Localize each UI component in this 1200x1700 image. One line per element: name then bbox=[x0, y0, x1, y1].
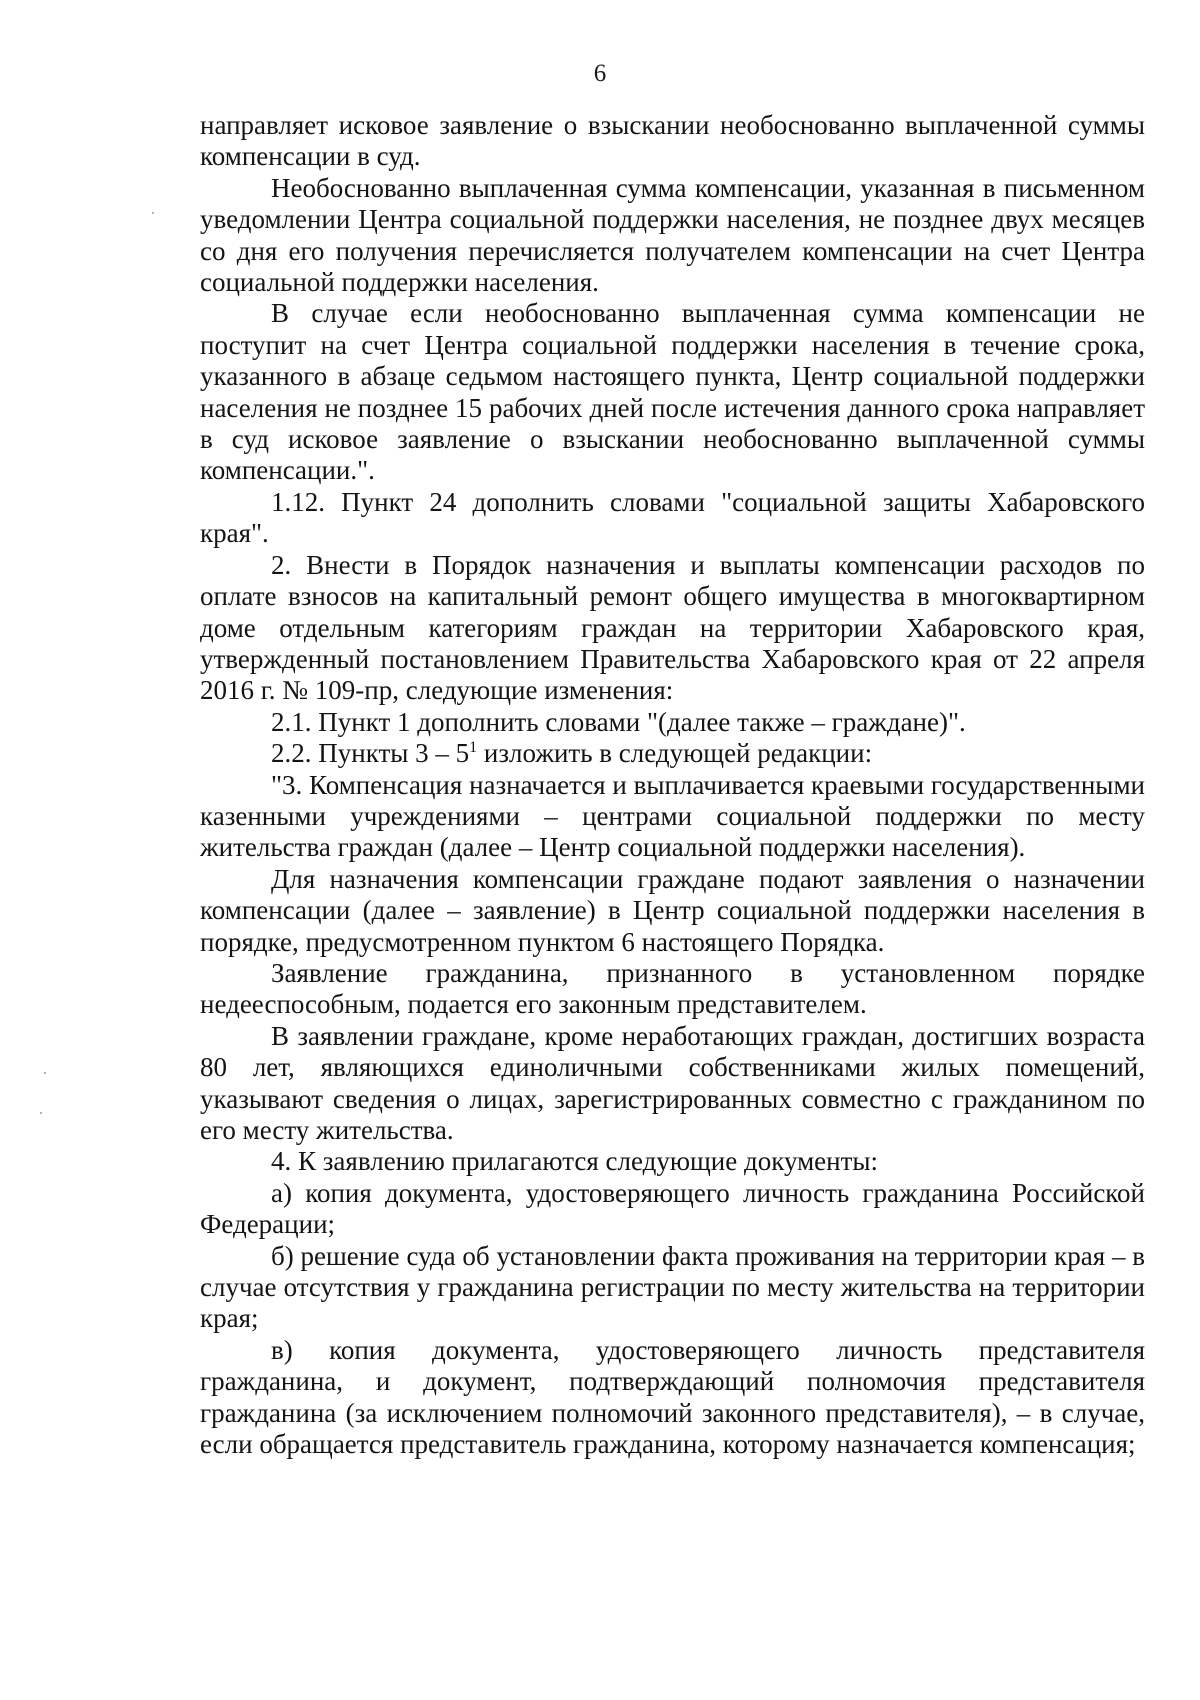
paragraph-continuation: направляет исковое заявление о взыскании необоснованно выплаченной суммы компенсации в суд. bbox=[200, 110, 1145, 172]
paragraph-section-3: "3. Компенсация назначается и выплачивается краевыми государственными казенными учреждениями – центрами социальной поддержки по месту жительства граждан (далее – Центр социальной поддержки населения). bbox=[200, 769, 1145, 863]
paragraph-item-2-2 bbox=[200, 738, 1145, 769]
paragraph-legal-representative: Заявление гражданина, признанного в установленном порядке недееспособным, подается его законным представителем. bbox=[200, 957, 1145, 1020]
item-2-2-text-after: изложить в следующей редакции: bbox=[477, 738, 873, 769]
paragraph-item-1-12: 1.12. Пункт 24 дополнить словами "социальной защиты Хабаровского края". bbox=[200, 486, 1145, 549]
scan-speck bbox=[152, 212, 154, 214]
page-number: 6 bbox=[593, 60, 607, 87]
paragraph-court-claim: В случае если необоснованно выплаченная сумма компенсации не поступит на счет Центра социальной поддержки населения в течение срока, указанного в абзаце седьмом настоящего пункта, Центр социальной поддержки населения не позднее 15 рабочих дней после истечения данного срока направляет в суд исковое заявление о взыскании необоснованно выплаченной суммы компенсации.". bbox=[200, 298, 1145, 486]
paragraph-cohabitants-info: В заявлении граждане, кроме неработающих граждан, достигших возраста 80 лет, являющихся единоличными собственниками жилых помещений, указывают сведения о лицах, зарегистрированных совместно с гражданином по его месту жительства. bbox=[200, 1020, 1145, 1145]
list-item-b: б) решение суда об установлении факта проживания на территории края – в случае отсутствия у гражданина регистрации по месту жительства на территории края; bbox=[200, 1240, 1145, 1334]
list-item-a: а) копия документа, удостоверяющего личность гражданина Российской Федерации; bbox=[200, 1177, 1145, 1240]
paragraph-section-4: 4. К заявлению прилагаются следующие документы: bbox=[271, 1146, 879, 1177]
document-body bbox=[200, 110, 1145, 1460]
paragraph-item-2-1: 2.1. Пункт 1 дополнить словами "(далее также – граждане)". bbox=[271, 706, 966, 737]
list-item-v: в) копия документа, удостоверяющего личность представителя гражданина, и документ, подтверждающий полномочия представителя гражданина (за исключением полномочий законного представителя), – в случае, если обращается представитель гражданина, которому назначается компенсация; bbox=[200, 1334, 1145, 1460]
item-2-2-superscript: 1 bbox=[469, 739, 478, 757]
scan-speck bbox=[40, 1112, 42, 1114]
paragraph-overpayment-return: Необоснованно выплаченная сумма компенсации, указанная в письменном уведомлении Центра социальной поддержки населения, не позднее двух месяцев со дня его получения перечисляется получателем компенсации на счет Центра социальной поддержки населения. bbox=[200, 172, 1145, 298]
paragraph-application-submission: Для назначения компенсации граждане подают заявления о назначении компенсации (далее – заявление) в Центр социальной поддержки населения в порядке, предусмотренном пунктом 6 настоящего Порядка. bbox=[200, 863, 1145, 957]
item-2-2-text-before: 2.2. Пункты 3 – 5 bbox=[271, 738, 470, 769]
scan-speck bbox=[44, 1072, 46, 1074]
paragraph-item-2: 2. Внести в Порядок назначения и выплаты компенсации расходов по оплате взносов на капитальный ремонт общего имущества в многоквартирном доме отдельным категориям граждан на территории Хабаровского края, утвержденный постановлением Правительства Хабаровского края от 22 апреля 2016 г. № 109-пр, следующие изменения: bbox=[200, 549, 1145, 706]
